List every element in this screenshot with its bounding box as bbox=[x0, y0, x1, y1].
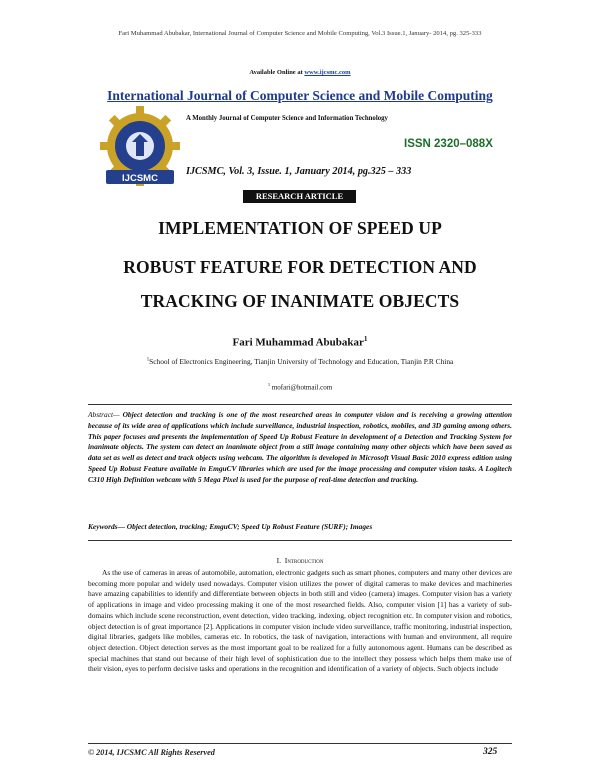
paper-title-line-3: TRACKING OF INANIMATE OBJECTS bbox=[140, 291, 460, 311]
author-email[interactable] bbox=[0, 382, 600, 391]
author-name bbox=[0, 335, 600, 349]
journal-logo bbox=[100, 106, 180, 190]
journal-website-link[interactable]: www.ijcsmc.com bbox=[304, 69, 351, 76]
author-name-text: Fari Muhammad Abubakar bbox=[232, 336, 364, 349]
abstract-block bbox=[88, 410, 512, 486]
abstract-label: Abstract— bbox=[88, 410, 123, 419]
keywords-bottom-rule bbox=[88, 540, 512, 541]
keywords: Keywords— Object detection, tracking; EmguCV; Speed Up Robust Feature (SURF); Images bbox=[88, 522, 373, 531]
paper-title-line-1: IMPLEMENTATION OF SPEED UP bbox=[158, 218, 442, 238]
logo-text: IJCSMC bbox=[122, 173, 158, 184]
author-sup: 1 bbox=[363, 335, 368, 343]
available-online bbox=[0, 69, 600, 76]
abstract-text: Object detection and tracking is one of the most researched areas in computer vision and is receiving a growing attention because of its wide area of applications which include surveillance, industrial inspection, robotics, mobiles, and 3D gaming among others. This paper focuses and presents the implementation of Speed Up Robust Feature in development of a Detection and Tracking System for inanimate objects. The system can detect an inanimate object from a still image containing many other objects which have been saved as data set as well as detect and track objects using webcam. The algorithm is developed in Microsoft Visual Basic 2010 express edition using Speed Up Robust Feature available in EmguCV libraries which are used for the image processing and computer vision tasks. A Logitech C310 High Definition webcam with 5 Mega Pixel is used for the purpose of real-time detection and tracking. bbox=[88, 410, 512, 484]
footer-rule bbox=[88, 743, 512, 744]
journal-subtitle: A Monthly Journal of Computer Science and Information Technology bbox=[186, 115, 388, 122]
citation-line: IJCSMC, Vol. 3, Issue. 1, January 2014, pg.325 – 333 bbox=[186, 166, 412, 177]
available-online-label: Available Online at bbox=[249, 69, 305, 76]
abstract-top-rule bbox=[88, 404, 512, 405]
article-type-badge: RESEARCH ARTICLE bbox=[243, 190, 356, 203]
copyright-notice: © 2014, IJCSMC All Rights Reserved bbox=[88, 748, 215, 757]
section-heading bbox=[0, 556, 600, 565]
page-number: 325 bbox=[483, 747, 498, 757]
email-text: mofari@hotmail.com bbox=[270, 383, 333, 392]
email-sup: 1 bbox=[267, 382, 271, 387]
section-title: Introduction bbox=[284, 556, 324, 565]
intro-paragraph: As the use of cameras in areas of automobile, automation, electronic gadgets such as smart phones, computers and many other devices are becoming more popular and widely used nowadays. Computer vision utilizes the power of digital cameras to make devices and machineries have amazing capabilities to identify and differentiate between objects in both still and video (camera) images. Computer vision has a variety of applications in image and video processing making it one of the most researched fields. Also, computer vision [1] has a variety of sub-domains which include scene reconstruction, event detection, video tracking, indexing, object recognition etc. In computer vision and robotics, object detection is of great importance [2]. Applications in computer vision include video surveillance, traffic monitoring, industrial inspection, digital libraries, gadgets like mobiles, cameras etc. In robotics, the task of navigation, interactions with human and environment, all require object detection. Object detection serves as the most important goal to be realized for a fully autonomous agent. Humans can be described as special machines that stand out because of their high level of sophistication due to the intellect they possess which helps them make use of their vision, eyes to perform decisive tasks and operations in the recognition and identification of a variety of objects. Such objects include bbox=[88, 568, 512, 674]
issn-number: ISSN 2320–088X bbox=[404, 138, 493, 150]
running-header: Fari Muhammad Abubakar, International Journal of Computer Science and Mobile Computing, Vol.3 Issue.1, January- 2014, pg. 325-333 bbox=[118, 30, 482, 37]
affiliation-text: School of Electronics Engineering, Tianjin University of Technology and Education, Tianjin P.R China bbox=[149, 357, 454, 366]
journal-title[interactable]: International Journal of Computer Science and Mobile Computing bbox=[107, 88, 493, 103]
paper-title-line-2: ROBUST FEATURE FOR DETECTION AND bbox=[123, 257, 477, 277]
section-number: I. bbox=[276, 556, 281, 565]
affiliation-sup: 1 bbox=[146, 357, 150, 363]
affiliation bbox=[0, 357, 600, 366]
